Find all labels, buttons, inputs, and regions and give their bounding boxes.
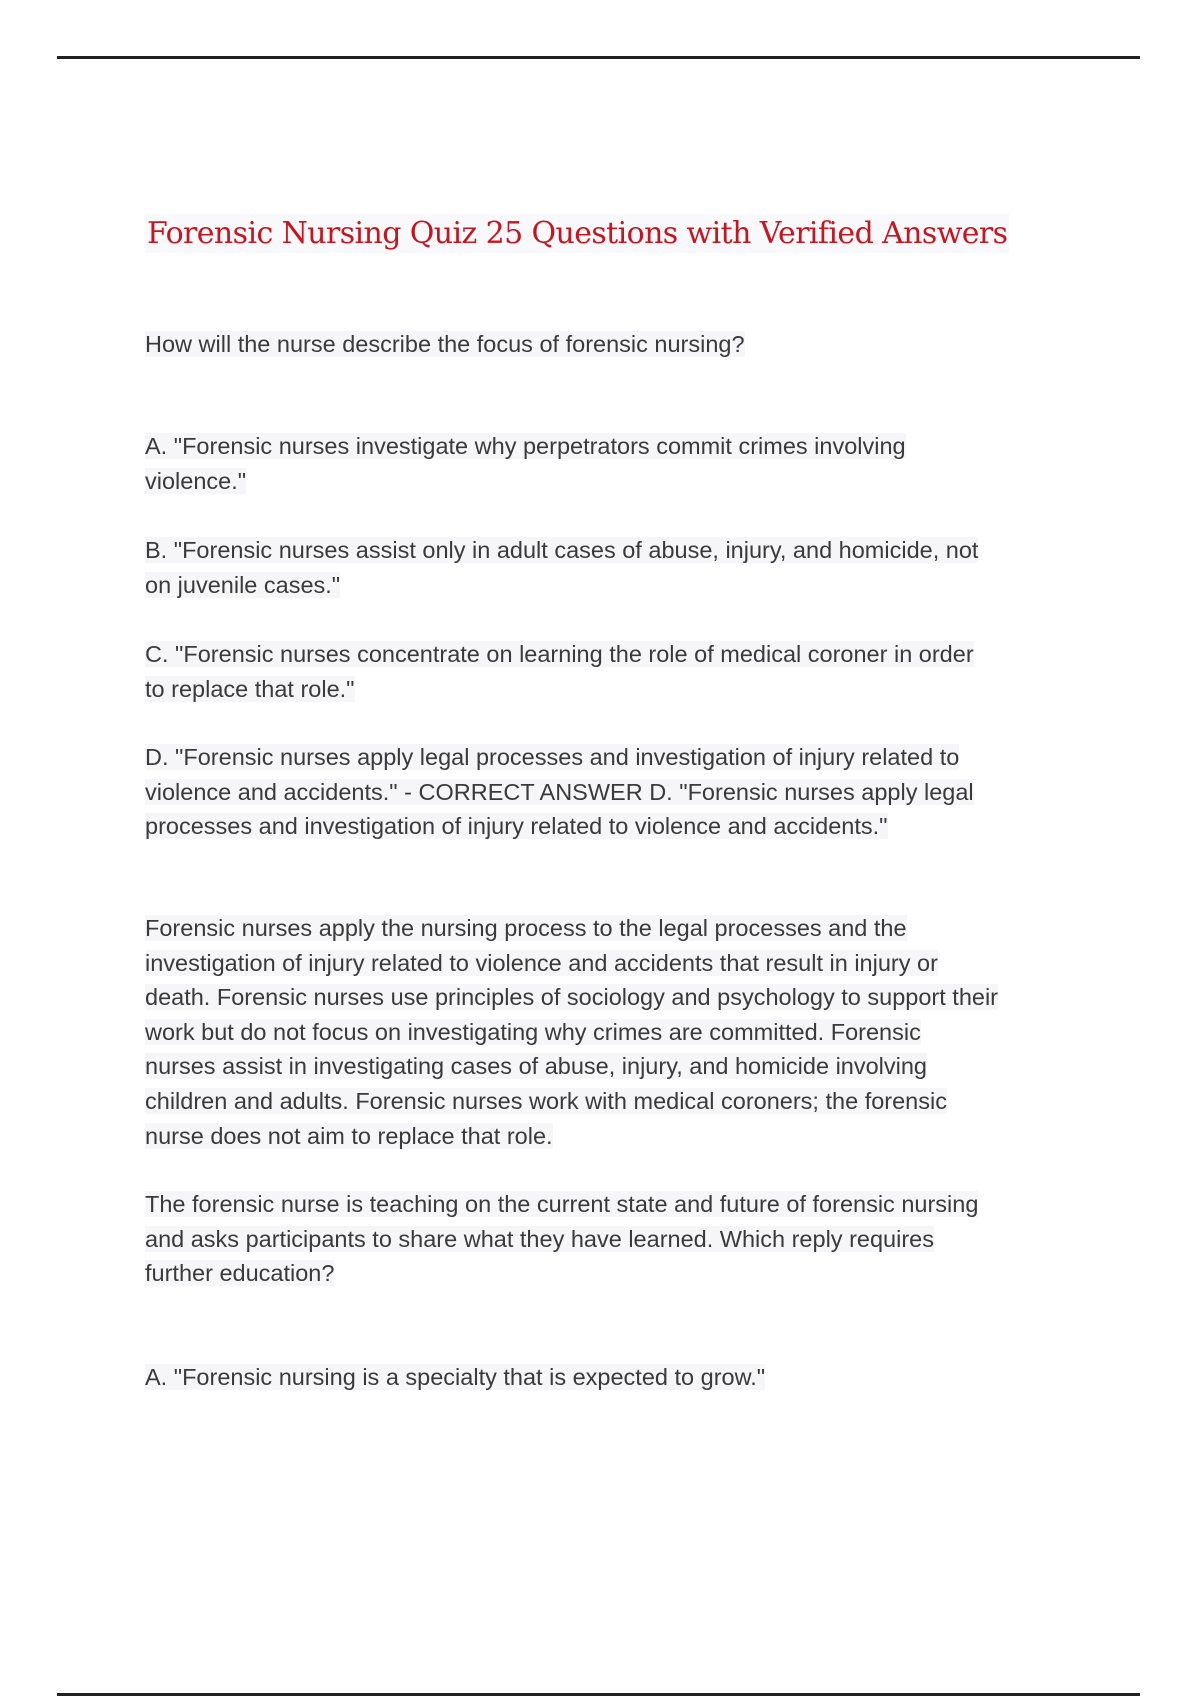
text-line-content: violence and accidents." - CORRECT ANSWER D. "Forensic nurses apply legal — [145, 778, 974, 805]
text-line-content: The forensic nurse is teaching on the current state and future of forensic nursing — [145, 1191, 979, 1217]
text-line-content: children and adults. Forensic nurses work with medical coroners; the forensic — [145, 1087, 947, 1114]
header-rule — [57, 56, 1140, 59]
text-line — [145, 946, 998, 981]
text-line — [145, 775, 974, 810]
text-line — [145, 1256, 978, 1291]
text-line-content: violence." — [145, 467, 247, 494]
question-1-prompt — [145, 327, 745, 362]
question-1-option-a — [145, 429, 906, 498]
text-line-content: on juvenile cases." — [145, 571, 341, 598]
text-line-content: A. "Forensic nursing is a specialty that is expected to grow." — [145, 1364, 766, 1390]
text-line — [145, 1084, 998, 1119]
text-line-content: further education? — [145, 1260, 335, 1287]
footer-rule — [57, 1693, 1140, 1696]
question-1-option-b — [145, 533, 978, 602]
text-line — [145, 568, 978, 603]
text-line — [145, 672, 974, 707]
text-line-content: processes and investigation of injury related to violence and accidents." — [145, 813, 888, 840]
text-line — [145, 1187, 978, 1222]
text-line — [145, 980, 998, 1015]
question-1-rationale — [145, 911, 998, 1153]
text-line-content: B. "Forensic nurses assist only in adult cases of abuse, injury, and homicide, not — [145, 537, 979, 563]
text-line — [145, 327, 745, 362]
text-line — [145, 637, 974, 672]
text-line — [145, 809, 974, 844]
text-line-content: investigation of injury related to violence and accidents that result in injury or — [145, 949, 938, 976]
text-line-content: A. "Forensic nurses investigate why perpetrators commit crimes involving — [145, 433, 906, 459]
text-line — [145, 429, 906, 464]
question-1-option-d-correct-answer — [145, 740, 974, 844]
text-line — [145, 1015, 998, 1050]
question-2-prompt — [145, 1187, 978, 1291]
text-line-content: and asks participants to share what they have learned. Which reply requires — [145, 1225, 934, 1252]
text-line — [145, 911, 998, 946]
text-line-content: C. "Forensic nurses concentrate on learning the role of medical coroner in order — [145, 641, 974, 667]
text-line — [145, 464, 906, 499]
text-line — [145, 740, 974, 775]
text-line-content: nurse does not aim to replace that role. — [145, 1122, 553, 1149]
text-line — [145, 1222, 978, 1257]
document-title: Forensic Nursing Quiz 25 Questions with Verified Answers — [147, 216, 1008, 251]
text-line-content: nurses assist in investigating cases of abuse, injury, and homicide involving — [145, 1053, 928, 1080]
text-line-content: death. Forensic nurses use principles of sociology and psychology to support their — [145, 984, 998, 1011]
text-line-content: to replace that role." — [145, 675, 355, 702]
text-line-content: D. "Forensic nurses apply legal processes and investigation of injury related to — [145, 744, 960, 770]
text-line-content: work but do not focus on investigating why crimes are committed. Forensic — [145, 1018, 921, 1045]
text-line-content: Forensic nurses apply the nursing process to the legal processes and the — [145, 915, 907, 941]
text-line — [145, 533, 978, 568]
question-1-option-c — [145, 637, 974, 706]
text-line-content: How will the nurse describe the focus of forensic nursing? — [145, 331, 745, 357]
text-line — [145, 1049, 998, 1084]
text-line — [145, 1360, 765, 1395]
text-line — [145, 1119, 998, 1154]
question-2-option-a — [145, 1360, 765, 1395]
